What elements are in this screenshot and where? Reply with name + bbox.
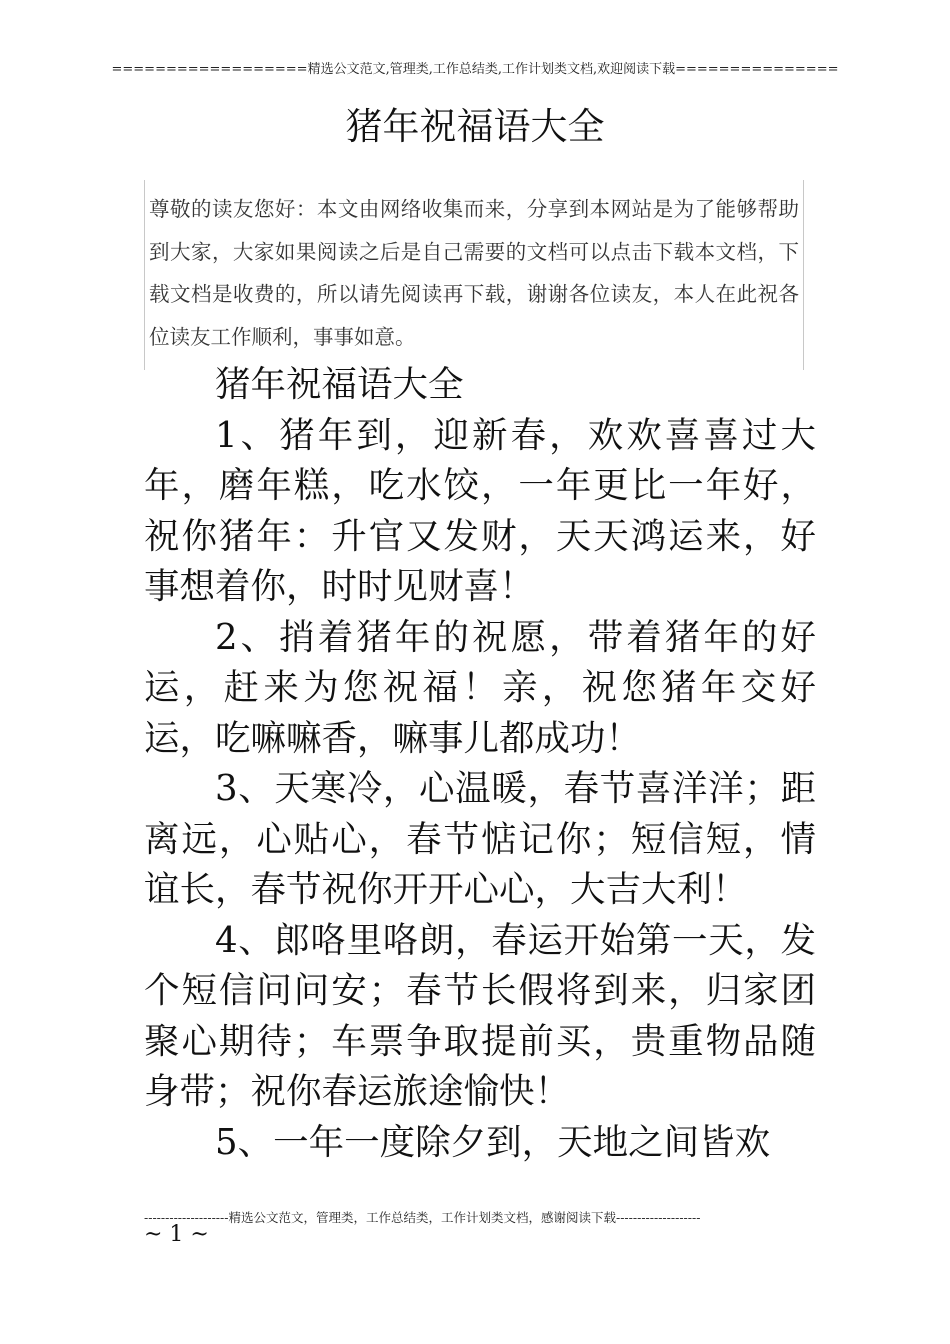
- body-subtitle: 猪年祝福语大全: [215, 364, 464, 405]
- blessing-paragraph-1: 1、猪年到，迎新春，欢欢喜喜过大年，磨年糕，吃水饺，一年更比一年好，祝你猪年：升官又发财，天天鸿运来，好事想着你，时时见财喜！: [144, 414, 816, 607]
- blessing-paragraph-4: 4、郎咯里咯朗，春运开始第一天，发个短信问问安；春节长假将到来，归家团聚心期待；车票争取提前买，贵重物品随身带；祝你春运旅途愉快！: [144, 919, 816, 1112]
- footer-banner: --------------------精选公文范文，管理类，工作总结类，工作计划类文档，感谢阅读下载--------------------: [144, 1210, 701, 1225]
- blessing-paragraph-5: 5、一年一度除夕到，天地之间皆欢: [215, 1121, 771, 1163]
- blessing-paragraph-3: 3、天寒冷，心温暖，春节喜洋洋；距离远，心贴心，春节惦记你；短信短，情谊长，春节祝你开开心心，大吉大利！: [144, 768, 816, 910]
- document-title: 猪年祝福语大全: [345, 105, 605, 148]
- reader-notice-text: 尊敬的读友您好：本文由网络收集而来，分享到本网站是为了能够帮助到大家，大家如果阅读之后是自己需要的文档可以点击下载本文档，下载文档是收费的，所以请先阅读再下载，谢谢各位读友，本人在此祝各位读友工作顺利，事事如意。: [149, 197, 799, 349]
- reader-notice-box: [144, 180, 804, 370]
- document-body: [144, 360, 816, 1168]
- page-number: ~ 1 ~: [144, 1222, 209, 1247]
- blessing-paragraph-2: 2、捎着猪年的祝愿，带着猪年的好运，赶来为您祝福！亲，祝您猪年交好运，吃嘛嘛香，嘛事儿都成功！: [144, 616, 816, 759]
- header-banner: ==================精选公文范文,管理类,工作总结类,工作计划类文档,欢迎阅读下载===============: [111, 62, 839, 77]
